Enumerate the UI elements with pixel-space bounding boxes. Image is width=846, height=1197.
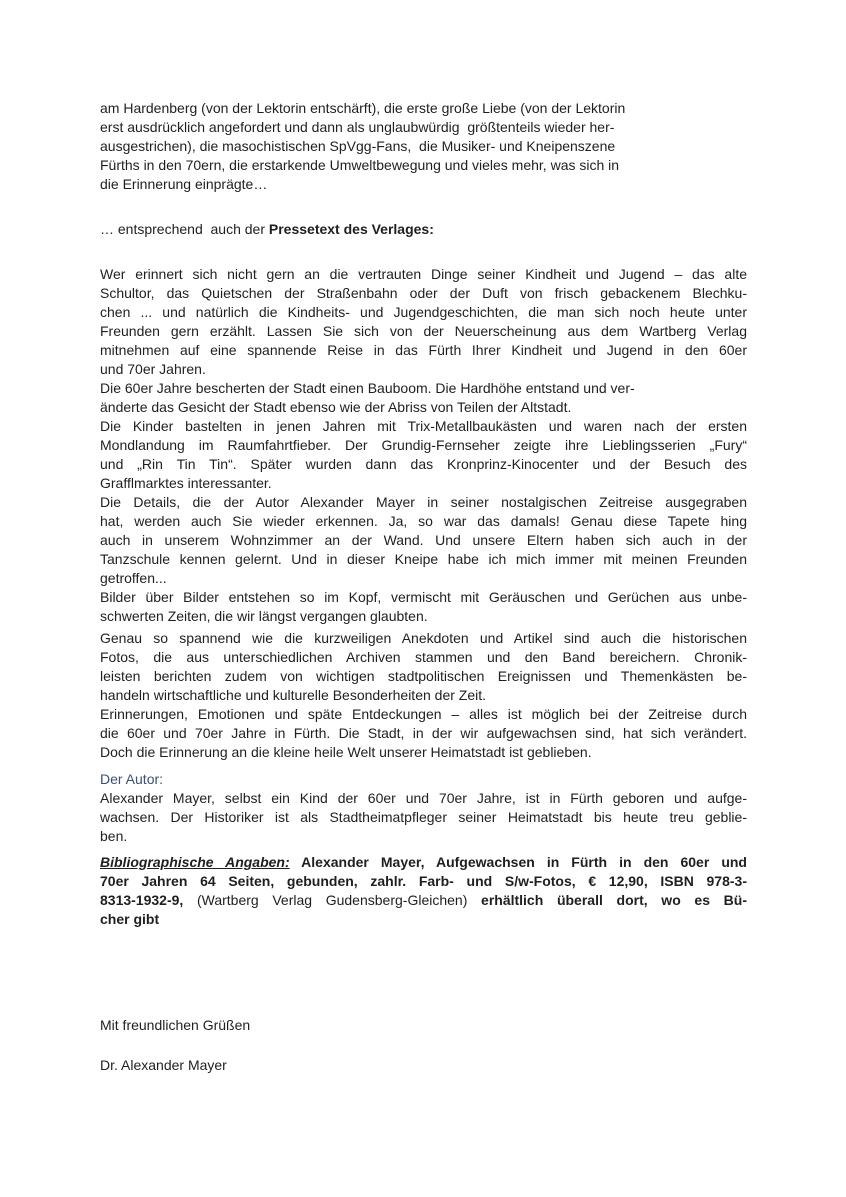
text-run: schwerten Zeiten, die wir längst vergangen glaubten. (100, 608, 428, 624)
text-run: auch in unserem Wohnzimmer an der Wand. Und unsere Eltern haben sich auch in der (100, 532, 747, 548)
text-run: Mit freundlichen Grüßen (100, 1017, 251, 1033)
text-run: und 70er Jahren. (100, 361, 206, 377)
text-run: … entsprechend auch der (100, 221, 269, 237)
text-run: die 60er und 70er Jahre in Fürth. Die Stadt, in der wir aufgewachsen sind, hat sich verändert. (100, 725, 747, 741)
text-run: Wer erinnert sich nicht gern an die vertrauten Dinge seiner Kindheit und Jugend – das alte (100, 266, 747, 282)
paragraph-presse-6 (100, 629, 747, 705)
text-line (100, 474, 747, 493)
text-line (100, 512, 747, 531)
paragraph-presse-7 (100, 705, 747, 762)
text-line (100, 531, 747, 550)
text-line (100, 493, 747, 512)
text-line (100, 872, 747, 891)
text-run: Freunden gern erzählt. Lassen Sie sich von der Neuerscheinung aus dem Wartberg Verlag (100, 323, 747, 339)
text-run: erhältlich überall dort, wo es Bü- (467, 892, 747, 908)
text-run: hat, werden auch Sie wieder erkennen. Ja, so war das damals! Genau diese Tapete hing (100, 513, 747, 529)
text-run: Alexander Mayer, Aufgewachsen in Fürth in den 60er und (289, 854, 747, 870)
paragraph-author-heading (100, 770, 747, 789)
paragraph-presse-intro (100, 220, 747, 239)
text-line (100, 588, 747, 607)
text-line (100, 156, 747, 175)
text-run: 70er Jahren 64 Seiten, gebunden, zahlr. Farb- und S/w-Fotos, € 12,90, ISBN 978-3- (100, 873, 747, 889)
text-line (100, 303, 747, 322)
paragraph-author-text (100, 789, 747, 846)
text-line (100, 379, 747, 398)
text-line (100, 175, 747, 194)
text-line (100, 724, 747, 743)
text-run: (Wartberg Verlag Gudensberg-Gleichen) (196, 892, 468, 908)
text-line (100, 322, 747, 341)
text-run: Pressetext des Verlages: (268, 221, 434, 237)
text-line (100, 436, 747, 455)
text-line (100, 853, 747, 872)
text-line (100, 607, 747, 626)
text-line (100, 569, 747, 588)
text-run: getroffen... (100, 570, 167, 586)
text-line (100, 667, 747, 686)
text-line (100, 910, 747, 929)
text-run: Der Autor: (100, 771, 164, 787)
paragraph-presse-3 (100, 417, 747, 493)
text-line (100, 550, 747, 569)
text-line (100, 220, 747, 239)
text-line (100, 648, 747, 667)
text-run: Dr. Alexander Mayer (100, 1057, 227, 1073)
text-run: Genau so spannend wie die kurzweiligen Anekdoten und Artikel sind auch die historischen (100, 630, 747, 646)
paragraph-closing (100, 1016, 747, 1035)
text-line (100, 770, 747, 789)
text-line (100, 99, 747, 118)
text-run: Erinnerungen, Emotionen und späte Entdeckungen – alles ist möglich bei der Zeitreise durch (100, 706, 747, 722)
paragraph-presse-4 (100, 493, 747, 588)
text-run: 8313-1932-9, (100, 892, 197, 908)
text-run: Die Kinder bastelten in jenen Jahren mit Trix-Metallbaukästen und waren nach der ersten (100, 418, 747, 434)
text-run: handeln wirtschaftliche und kulturelle Besonderheiten der Zeit. (100, 687, 487, 703)
text-line (100, 118, 747, 137)
text-run: Die 60er Jahre bescherten der Stadt einen Bauboom. Die Hardhöhe entstand und ver- (100, 380, 635, 396)
text-run: Die Details, die der Autor Alexander Mayer in seiner nostalgischen Zeitreise ausgegraben (100, 494, 747, 510)
text-run: und „Rin Tin Tin“. Später wurden dann das Kronprinz-Kinocenter und der Besuch des (100, 456, 747, 472)
text-run: Alexander Mayer, selbst ein Kind der 60er und 70er Jahre, ist in Fürth geboren und aufge- (100, 790, 747, 806)
document-body (100, 99, 747, 1075)
text-run: erst ausdrücklich angefordert und dann als unglaubwürdig größtenteils wieder her- (100, 119, 615, 135)
text-line (100, 137, 747, 156)
paragraph-signature (100, 1056, 747, 1075)
text-run: mitnehmen auf eine spannende Reise in das Fürth Ihrer Kindheit und Jugend in den 60er (100, 342, 747, 358)
paragraph-biblio (100, 853, 747, 929)
text-run: änderte das Gesicht der Stadt ebenso wie der Abriss von Teilen der Altstadt. (100, 399, 572, 415)
text-run: Tanzschule kennen gelernt. Und in dieser Kneipe habe ich mich immer mit meinen Freunden (100, 551, 747, 567)
text-run: Bilder über Bilder entstehen so im Kopf, vermischt mit Geräuschen und Gerüchen aus unbe- (100, 589, 747, 605)
paragraph-presse-1 (100, 265, 747, 379)
text-line (100, 417, 747, 436)
text-run: die Erinnerung einprägte… (100, 176, 268, 192)
text-run: Fürths in den 70ern, die erstarkende Umweltbewegung und vieles mehr, was sich in (100, 157, 620, 173)
text-run: Bibliographische Angaben: (100, 854, 290, 870)
text-line (100, 827, 747, 846)
text-line (100, 1056, 747, 1075)
text-line (100, 455, 747, 474)
text-line (100, 341, 747, 360)
text-run: Doch die Erinnerung an die kleine heile Welt unserer Heimatstadt ist geblieben. (100, 744, 592, 760)
text-line (100, 789, 747, 808)
text-run: ausgestrichen), die masochistischen SpVgg-Fans, die Musiker- und Kneipenszene (100, 138, 616, 154)
text-line (100, 284, 747, 303)
paragraph-presse-5 (100, 588, 747, 626)
text-run: Schultor, das Quietschen der Straßenbahn oder der Duft von frisch gebackenem Blechku- (100, 285, 747, 301)
text-run: Mondlandung im Raumfahrtfieber. Der Grundig-Fernseher zeigte ihre Lieblingsserien „Fury“ (100, 437, 747, 453)
text-line (100, 398, 747, 417)
text-line (100, 629, 747, 648)
text-line (100, 743, 747, 762)
text-line (100, 1016, 747, 1035)
text-line (100, 808, 747, 827)
text-run: wachsen. Der Historiker ist als Stadtheimatpfleger seiner Heimatstadt bis heute treu geblie- (100, 809, 747, 825)
text-run: Grafflmarktes interessanter. (100, 475, 272, 491)
text-run: cher gibt (100, 911, 160, 927)
text-line (100, 705, 747, 724)
text-run: am Hardenberg (von der Lektorin entschärft), die erste große Liebe (von der Lektorin (100, 100, 626, 116)
text-line (100, 360, 747, 379)
text-line (100, 265, 747, 284)
text-line (100, 891, 747, 910)
paragraph-intro (100, 99, 747, 194)
text-run: ben. (100, 828, 128, 844)
text-run: Fotos, die aus unterschiedlichen Archiven stammen und den Band bereichern. Chronik- (100, 649, 747, 665)
paragraph-presse-2 (100, 379, 747, 417)
text-run: leisten berichten zudem von wichtigen stadtpolitischen Ereignissen und Themenkästen be- (100, 668, 747, 684)
text-run: chen ... und natürlich die Kindheits- und Jugendgeschichten, die man sich noch heute unter (100, 304, 747, 320)
text-line (100, 686, 747, 705)
